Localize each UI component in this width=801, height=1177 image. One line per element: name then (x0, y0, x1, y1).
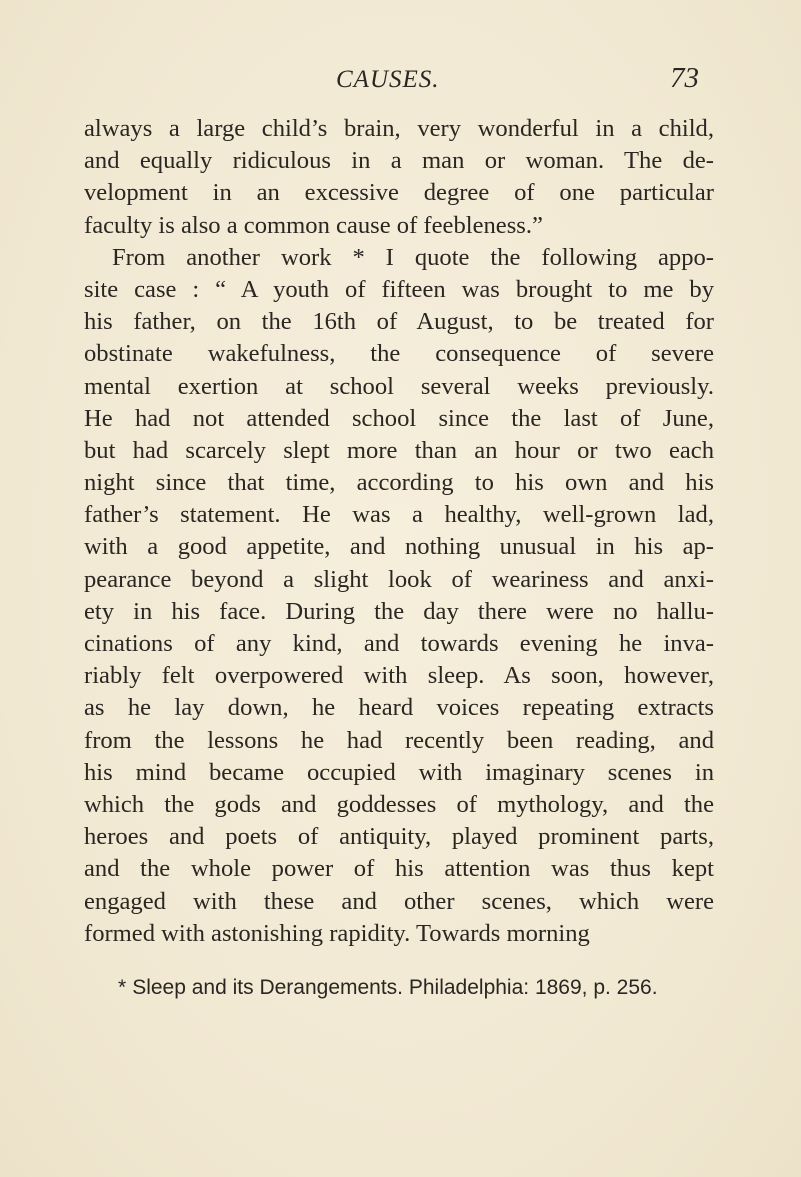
body-text (84, 113, 714, 950)
text-line: velopment in an excessive degree of one particular (84, 179, 714, 207)
text-line: and the whole power of his attention was thus kept (84, 855, 714, 883)
text-line: formed with astonishing rapidity. Towards morning (84, 919, 590, 947)
footnote-marker: * (118, 976, 127, 999)
text-line: as he lay down, he heard voices repeating extracts (84, 694, 714, 722)
running-head: CAUSES. (336, 66, 440, 93)
text-line: his mind became occupied with imaginary scenes in (84, 758, 714, 786)
text-line: night since that time, according to his own and his (84, 469, 714, 497)
page-header (0, 60, 801, 100)
text-line: engaged with these and other scenes, which were (84, 887, 714, 915)
text-line: cinations of any kind, and towards evening he inva- (84, 630, 714, 657)
text-line: from the lessons he had recently been reading, and (84, 726, 714, 754)
text-line: ety in his face. During the day there were no hallu- (84, 597, 714, 625)
text-line: obstinate wakefulness, the consequence of severe (84, 340, 714, 368)
text-line: his father, on the 16th of August, to be treated for (84, 308, 714, 336)
footnote (118, 974, 714, 1002)
text-line: mental exertion at school several weeks previously. (84, 372, 714, 400)
page-number: 73 (670, 62, 699, 94)
text-line: and equally ridiculous in a man or woman. The de- (84, 147, 714, 175)
text-line: father’s statement. He was a healthy, well-grown lad, (84, 501, 714, 529)
text-line: riably felt overpowered with sleep. As soon, however, (84, 662, 714, 690)
text-line: He had not attended school since the last of June, (84, 404, 714, 432)
text-line: with a good appetite, and nothing unusual in his ap- (84, 533, 714, 561)
text-line: but had scarcely slept more than an hour or two each (84, 436, 714, 464)
text-line: always a large child’s brain, very wonderful in a child, (84, 115, 714, 142)
text-line: heroes and poets of antiquity, played prominent parts, (84, 823, 714, 851)
text-line: faculty is also a common cause of feebleness.” (84, 211, 543, 239)
text-line: From another work * I quote the following appo- (112, 243, 714, 271)
footnote-text: Sleep and its Derangements. Philadelphia: 1869, p. 256. (132, 976, 658, 999)
text-line: site case : “ A youth of fifteen was brought to me by (84, 275, 714, 303)
text-line: pearance beyond a slight look of weariness and anxi- (84, 565, 714, 593)
text-line: which the gods and goddesses of mythology, and the (84, 790, 714, 818)
